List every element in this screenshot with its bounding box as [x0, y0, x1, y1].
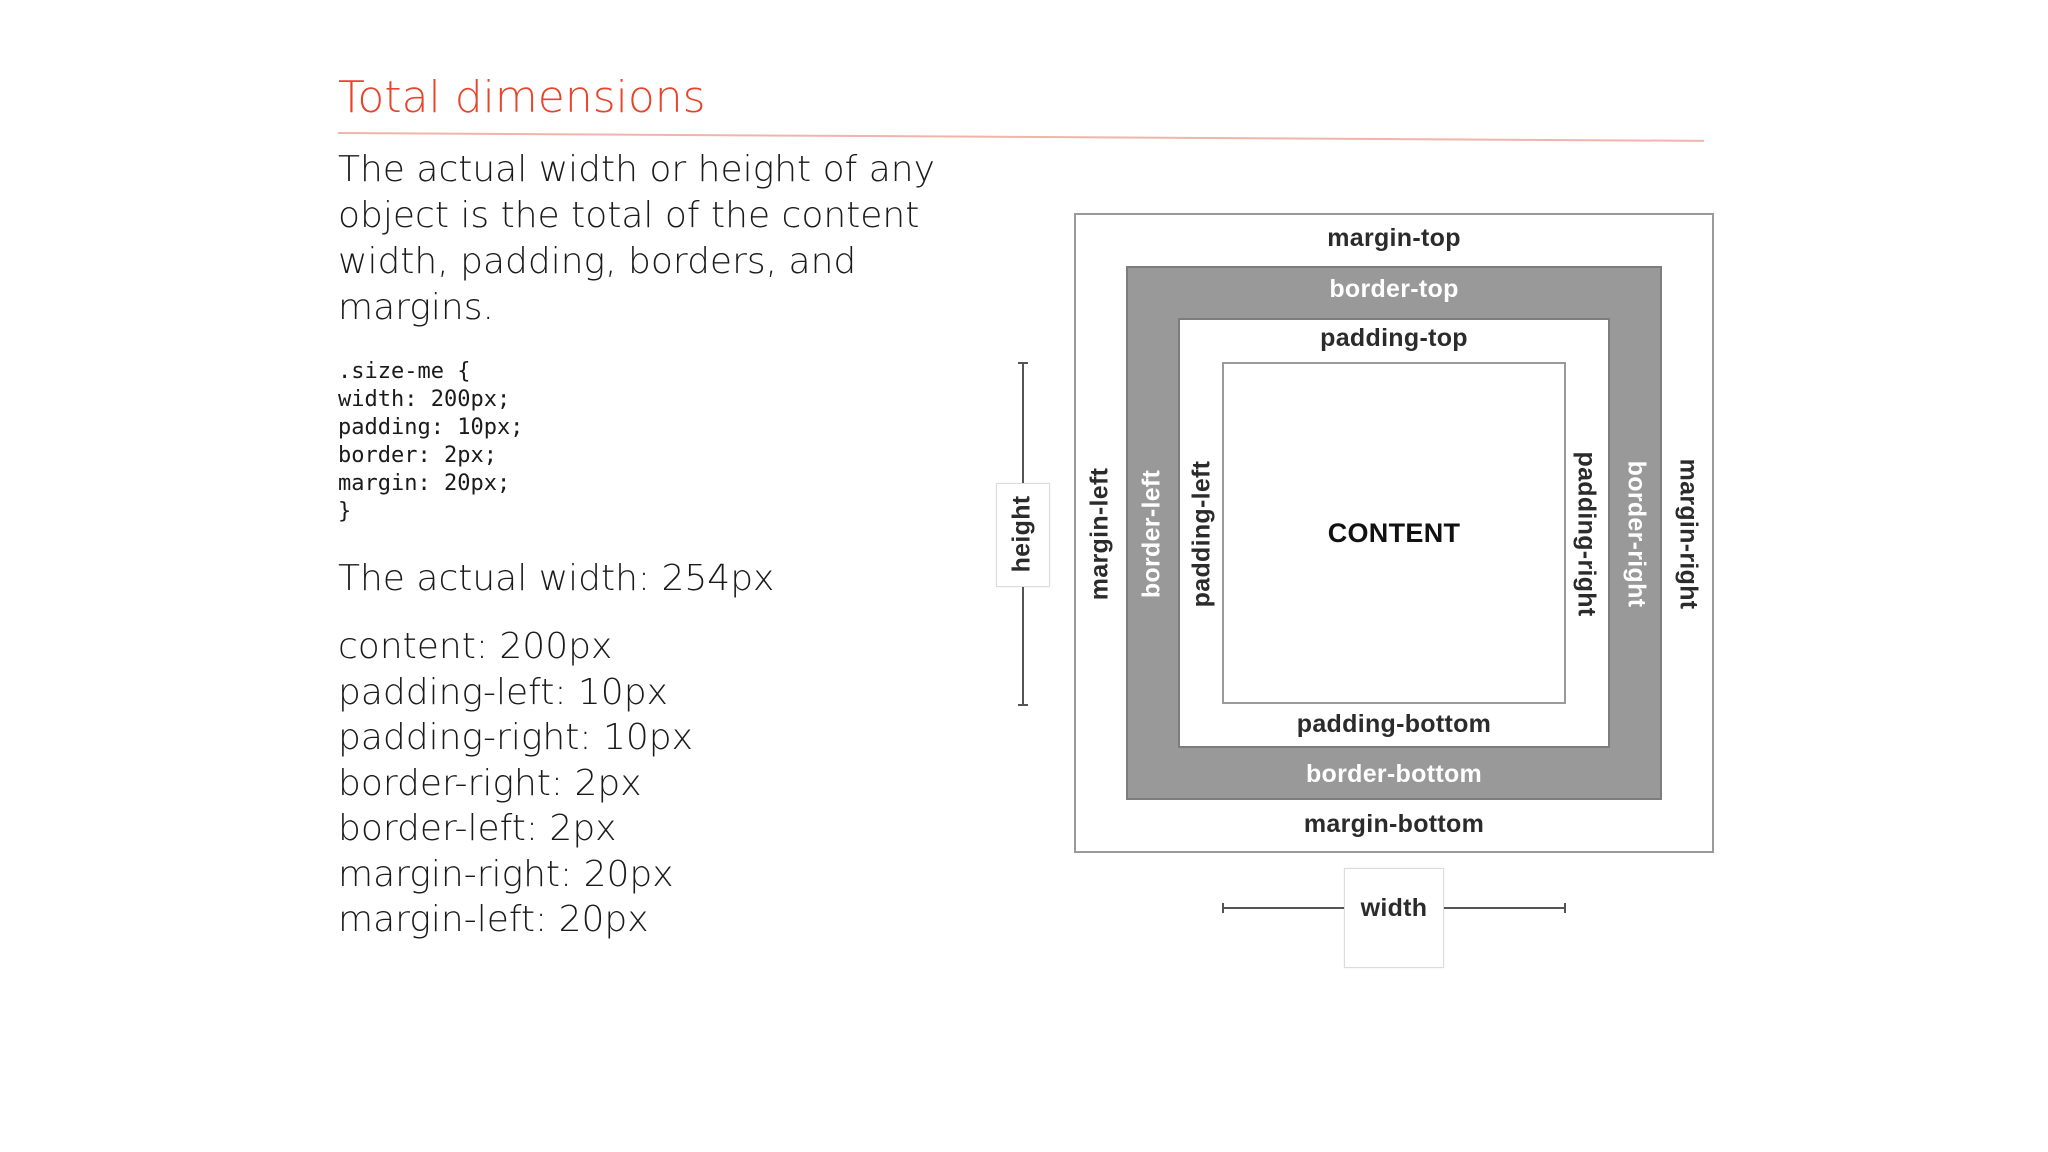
code-line: border: 2px;	[338, 443, 497, 468]
border-right-label: border-right	[1622, 460, 1651, 608]
content-label: CONTENT	[1327, 518, 1461, 548]
padding-top-label: padding-top	[1320, 324, 1468, 352]
width-label: width	[1360, 894, 1428, 922]
margin-bottom-label: margin-bottom	[1303, 810, 1485, 838]
width-breakdown-list	[338, 624, 693, 943]
breakdown-item: margin-right: 20px	[338, 853, 674, 895]
css-code-block	[338, 358, 523, 526]
actual-width-text: The actual width: 254px	[338, 558, 775, 599]
intro-text: The actual width or height of any object is the total of the content width, padding, borders, and margins.	[338, 149, 935, 328]
code-line: margin: 20px;	[338, 471, 511, 496]
padding-right-label: padding-right	[1572, 451, 1601, 617]
breakdown-item: margin-left: 20px	[338, 899, 649, 940]
margin-right-label: margin-right	[1674, 458, 1703, 610]
height-tick-bottom	[1018, 704, 1028, 706]
border-left-label: border-left	[1137, 469, 1166, 599]
slide-title: Total dimensions	[338, 72, 706, 123]
padding-left-label: padding-left	[1187, 460, 1216, 608]
code-line: .size-me {	[338, 359, 471, 384]
code-line: }	[338, 499, 352, 524]
height-label: height	[1007, 495, 1036, 573]
title-divider	[338, 132, 1704, 142]
breakdown-item: border-right: 2px	[338, 762, 642, 804]
border-top-label: border-top	[1329, 275, 1459, 303]
height-tick-top	[1018, 362, 1028, 364]
padding-bottom-label: padding-bottom	[1296, 710, 1492, 738]
border-bottom-label: border-bottom	[1305, 760, 1483, 788]
breakdown-item: content: 200px	[338, 626, 613, 667]
margin-top-label: margin-top	[1327, 224, 1461, 252]
breakdown-item: border-left: 2px	[338, 808, 617, 849]
box-model-diagram	[980, 200, 1730, 970]
width-tick-left	[1222, 903, 1224, 913]
code-line: width: 200px;	[338, 387, 511, 412]
breakdown-item: padding-left: 10px	[338, 671, 668, 713]
width-tick-right	[1564, 903, 1566, 913]
breakdown-item: padding-right: 10px	[338, 717, 693, 758]
code-line: padding: 10px;	[338, 415, 524, 440]
margin-left-label: margin-left	[1085, 467, 1114, 601]
